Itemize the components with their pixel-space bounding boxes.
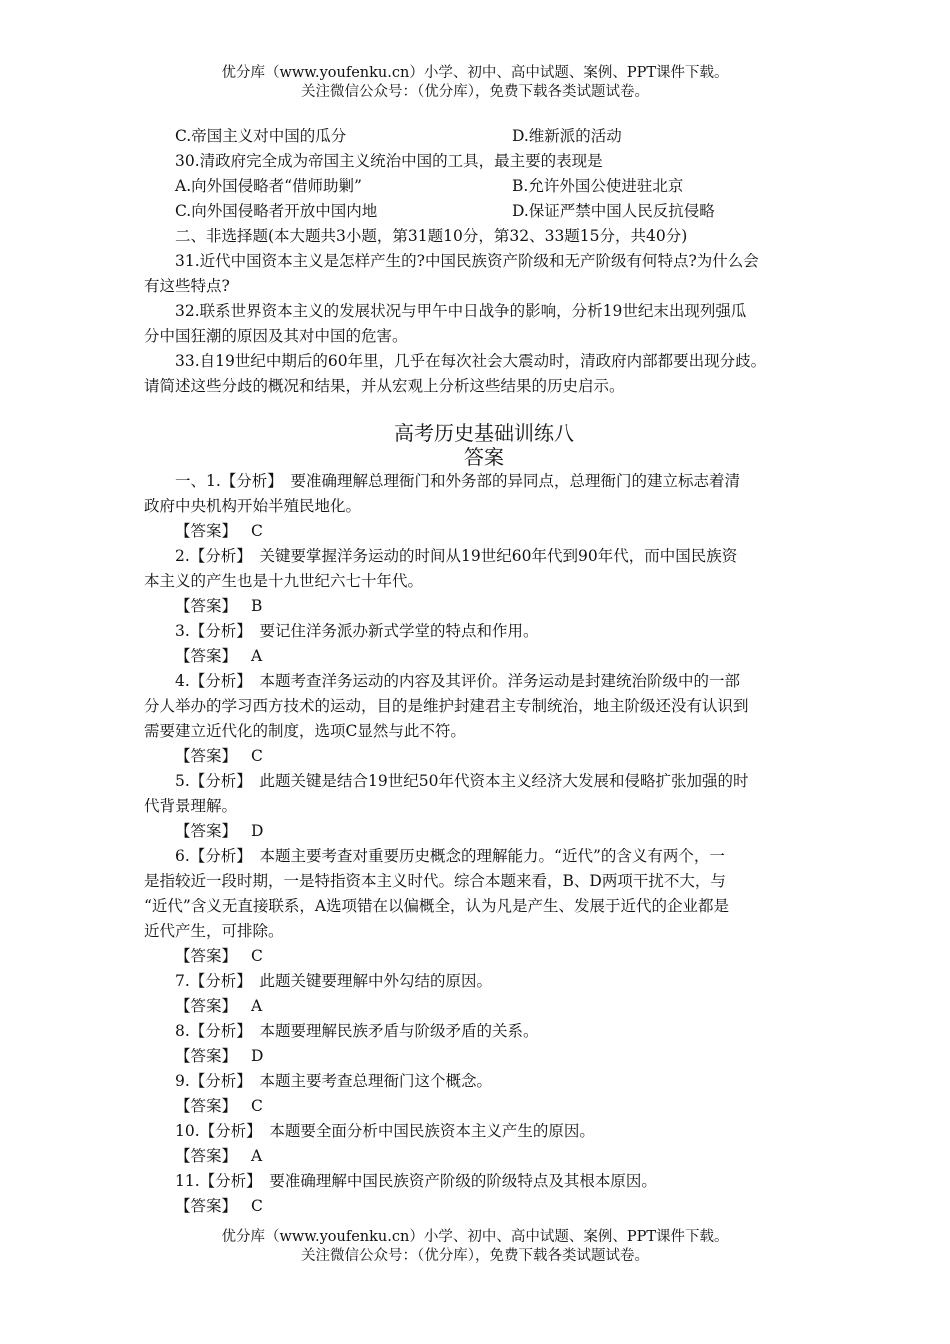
answer-label: 【答案】 [175, 822, 238, 840]
answer-6-analysis-line-1: 6.【分析】 本题主要考查对重要历史概念的理解能力。“近代”的含义有两个，一 [175, 847, 725, 865]
q33-line-1: 33.自19世纪中期后的60年里，几乎在每次社会大震动时，清政府内部都要出现分歧。 [175, 352, 767, 370]
answer-4-analysis-line-1: 4.【分析】 本题考查洋务运动的内容及其评价。洋务运动是封建统治阶级中的一部 [175, 672, 741, 690]
header-line-1: 优分库（www.youfenku.cn）小学、初中、高中试题、案例、PPT课件下载。 [221, 65, 729, 81]
q32-line-2: 分中国狂潮的原因及其对中国的危害。 [144, 327, 408, 345]
answer-value: C [251, 947, 263, 965]
answers-title: 高考历史基础训练八 [394, 421, 574, 445]
answer-value: A [251, 1147, 263, 1165]
footer-line-2: 关注微信公众号：（优分库），免费下载各类试题试卷。 [301, 1248, 649, 1264]
q29-options-cd [144, 124, 824, 149]
q32-line-1: 32.联系世界资本主义的发展状况与甲午中日战争的影响，分析19世纪末出现列强瓜 [175, 302, 747, 320]
answer-label: 【答案】 [175, 597, 238, 615]
answer-value: D [251, 822, 264, 840]
section-2-heading: 二、非选择题(本大题共3小题，第31题10分，第32、33题15分，共40分) [175, 227, 688, 245]
answer-value: A [251, 997, 263, 1015]
answer-label: 【答案】 [175, 1097, 238, 1115]
answer-2-key [144, 594, 824, 619]
answer-4-analysis-line-3: 需要建立近代化的制度，选项C显然与此不符。 [144, 722, 466, 740]
answer-4-analysis-line-2: 分人举办的学习西方技术的运动，目的是维护封建君主专制统治，地主阶级还没有认识到 [144, 697, 749, 715]
q31-line-2: 有这些特点? [144, 277, 230, 295]
answer-5-analysis-line-2: 代背景理解。 [144, 797, 238, 815]
q29-option-c: C.帝国主义对中国的瓜分 [175, 127, 347, 145]
q31-line-1: 31.近代中国资本主义是怎样产生的?中国民族资产阶级和无产阶级有何特点?为什么会 [175, 252, 759, 270]
answer-label: 【答案】 [175, 747, 238, 765]
answer-label: 【答案】 [175, 1047, 238, 1065]
page-header [0, 64, 950, 102]
answer-10-analysis-line-1: 10.【分析】 本题要全面分析中国民族资本主义产生的原因。 [175, 1122, 595, 1140]
header-line-2: 关注微信公众号：（优分库），免费下载各类试题试卷。 [301, 84, 649, 100]
answer-3-analysis-line-1: 3.【分析】 要记住洋务派办新式学堂的特点和作用。 [175, 622, 539, 640]
answer-value: B [251, 597, 263, 615]
answer-value: C [251, 1197, 263, 1215]
answer-8-analysis-line-1: 8.【分析】 本题要理解民族矛盾与阶级矛盾的关系。 [175, 1022, 539, 1040]
answer-9-analysis-line-1: 9.【分析】 本题主要考查总理衙门这个概念。 [175, 1072, 493, 1090]
q30-option-b: B.允许外国公使进驻北京 [512, 177, 684, 195]
answer-label: 【答案】 [175, 522, 238, 540]
answer-5-analysis-line-1: 5.【分析】 此题关键是结合19世纪50年代资本主义经济大发展和侵略扩张加强的时 [175, 772, 749, 790]
answer-11-analysis-line-1: 11.【分析】 要准确理解中国民族资产阶级的阶级特点及其根本原因。 [175, 1172, 657, 1190]
answer-value: A [251, 647, 263, 665]
answer-1-analysis-line-2: 政府中央机构开始半殖民地化。 [144, 497, 362, 515]
answer-2-analysis-line-2: 本主义的产生也是十九世纪六七十年代。 [144, 572, 424, 590]
answer-2-analysis-line-1: 2.【分析】 关键要掌握洋务运动的时间从19世纪60年代到90年代，而中国民族资 [175, 547, 738, 565]
answer-6-key [144, 944, 824, 969]
answer-value: C [251, 1097, 263, 1115]
answer-7-analysis-line-1: 7.【分析】 此题关键要理解中外勾结的原因。 [175, 972, 493, 990]
answer-value: C [251, 747, 263, 765]
answer-label: 【答案】 [175, 647, 238, 665]
answers-subtitle: 答案 [464, 445, 504, 469]
answer-6-analysis-line-4: 近代产生，可排除。 [144, 922, 284, 940]
q29-option-d: D.维新派的活动 [512, 127, 622, 145]
answer-label: 【答案】 [175, 947, 238, 965]
q30-option-c: C.向外国侵略者开放中国内地 [175, 202, 378, 220]
q30-options-cd [144, 199, 824, 224]
answers-list [144, 469, 824, 1219]
answer-value: D [251, 1047, 264, 1065]
answer-4-key [144, 744, 824, 769]
q30-options-ab [144, 174, 824, 199]
answer-label: 【答案】 [175, 1147, 238, 1165]
q30-stem: 30.清政府完全成为帝国主义统治中国的工具，最主要的表现是 [175, 152, 603, 170]
page-footer [0, 1228, 950, 1266]
answer-3-key [144, 644, 824, 669]
answer-label: 【答案】 [175, 997, 238, 1015]
answer-7-key [144, 994, 824, 1019]
q30-option-a: A.向外国侵略者“借师助剿” [175, 177, 362, 195]
answer-5-key [144, 819, 824, 844]
answer-label: 【答案】 [175, 1197, 238, 1215]
answer-6-analysis-line-2: 是指较近一段时期，一是特指资本主义时代。综合本题来看，B、D两项干扰不大，与 [144, 872, 726, 890]
answer-10-key [144, 1144, 824, 1169]
q33-line-2: 请简述这些分歧的概况和结果，并从宏观上分析这些结果的历史启示。 [144, 377, 625, 395]
q30-option-d: D.保证严禁中国人民反抗侵略 [512, 202, 715, 220]
answer-1-analysis-line-1: 一、1.【分析】 要准确理解总理衙门和外务部的异同点，总理衙门的建立标志着清 [175, 472, 741, 490]
answer-9-key [144, 1094, 824, 1119]
answer-8-key [144, 1044, 824, 1069]
document-body [144, 124, 824, 1219]
answer-6-analysis-line-3: “近代”含义无直接联系，A选项错在以偏概全，认为凡是产生、发展于近代的企业都是 [144, 897, 730, 915]
answer-11-key [144, 1194, 824, 1219]
footer-line-1: 优分库（www.youfenku.cn）小学、初中、高中试题、案例、PPT课件下载。 [221, 1229, 729, 1245]
answer-1-key [144, 519, 824, 544]
answer-value: C [251, 522, 263, 540]
